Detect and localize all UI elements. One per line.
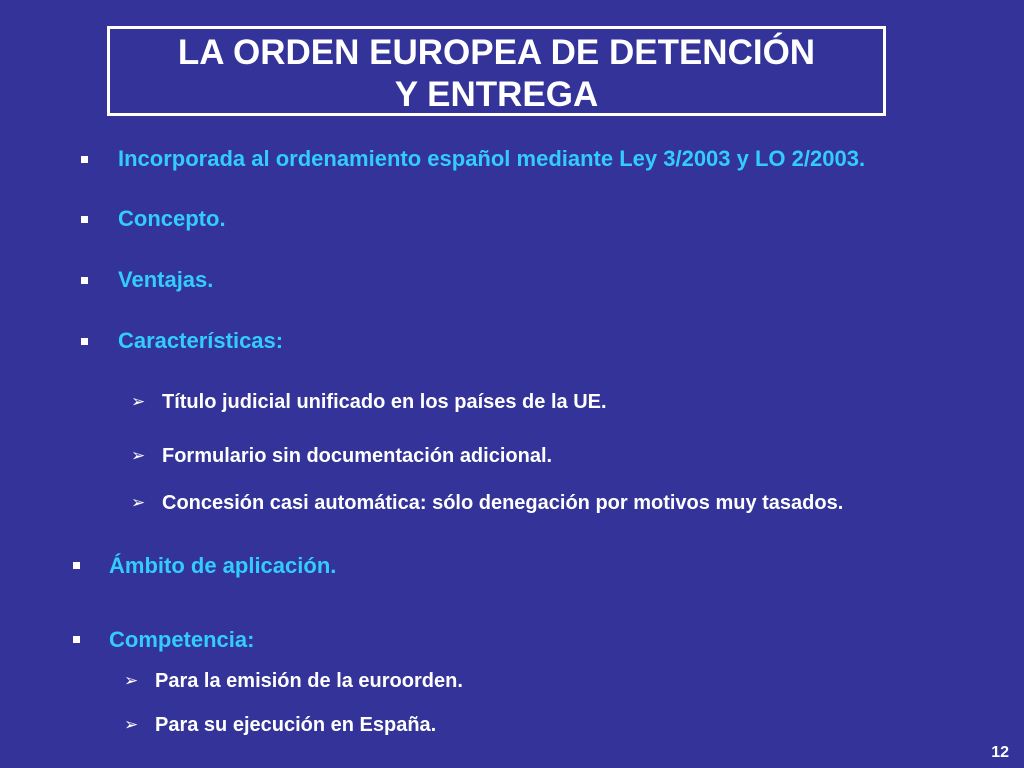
caracteristicas-item-3: Concesión casi automática: sólo denegación por motivos muy tasados. bbox=[162, 492, 844, 514]
slide-title-line-1: LA ORDEN EUROPEA DE DETENCIÓN bbox=[177, 33, 816, 72]
square-bullet-icon bbox=[73, 636, 80, 643]
bullet-ambito: Ámbito de aplicación. bbox=[109, 553, 337, 578]
page-number: 12 bbox=[991, 744, 1009, 761]
competencia-item-1: Para la emisión de la euroorden. bbox=[155, 670, 463, 692]
arrow-bullet-icon: ➢ bbox=[124, 715, 139, 734]
square-bullet-icon bbox=[81, 216, 88, 223]
square-bullet-icon bbox=[81, 277, 88, 284]
slide-title-box bbox=[107, 26, 886, 116]
caracteristicas-item-2: Formulario sin documentación adicional. bbox=[162, 445, 553, 467]
square-bullet-icon bbox=[73, 562, 80, 569]
bullet-incorporada: Incorporada al ordenamiento español mediante Ley 3/2003 y LO 2/2003. bbox=[118, 146, 866, 171]
bullet-concepto: Concepto. bbox=[118, 206, 226, 231]
bullet-competencia: Competencia: bbox=[109, 627, 255, 652]
arrow-bullet-icon: ➢ bbox=[131, 493, 146, 512]
arrow-bullet-icon: ➢ bbox=[131, 446, 146, 465]
square-bullet-icon bbox=[81, 156, 88, 163]
square-bullet-icon bbox=[81, 338, 88, 345]
caracteristicas-item-1: Título judicial unificado en los países de la UE. bbox=[162, 391, 607, 413]
bullet-ventajas: Ventajas. bbox=[118, 267, 214, 292]
slide-title-line-2: Y ENTREGA bbox=[394, 75, 599, 114]
arrow-bullet-icon: ➢ bbox=[131, 392, 146, 411]
bullet-caracteristicas: Características: bbox=[118, 328, 284, 353]
competencia-item-2: Para su ejecución en España. bbox=[155, 714, 437, 736]
arrow-bullet-icon: ➢ bbox=[124, 671, 139, 690]
